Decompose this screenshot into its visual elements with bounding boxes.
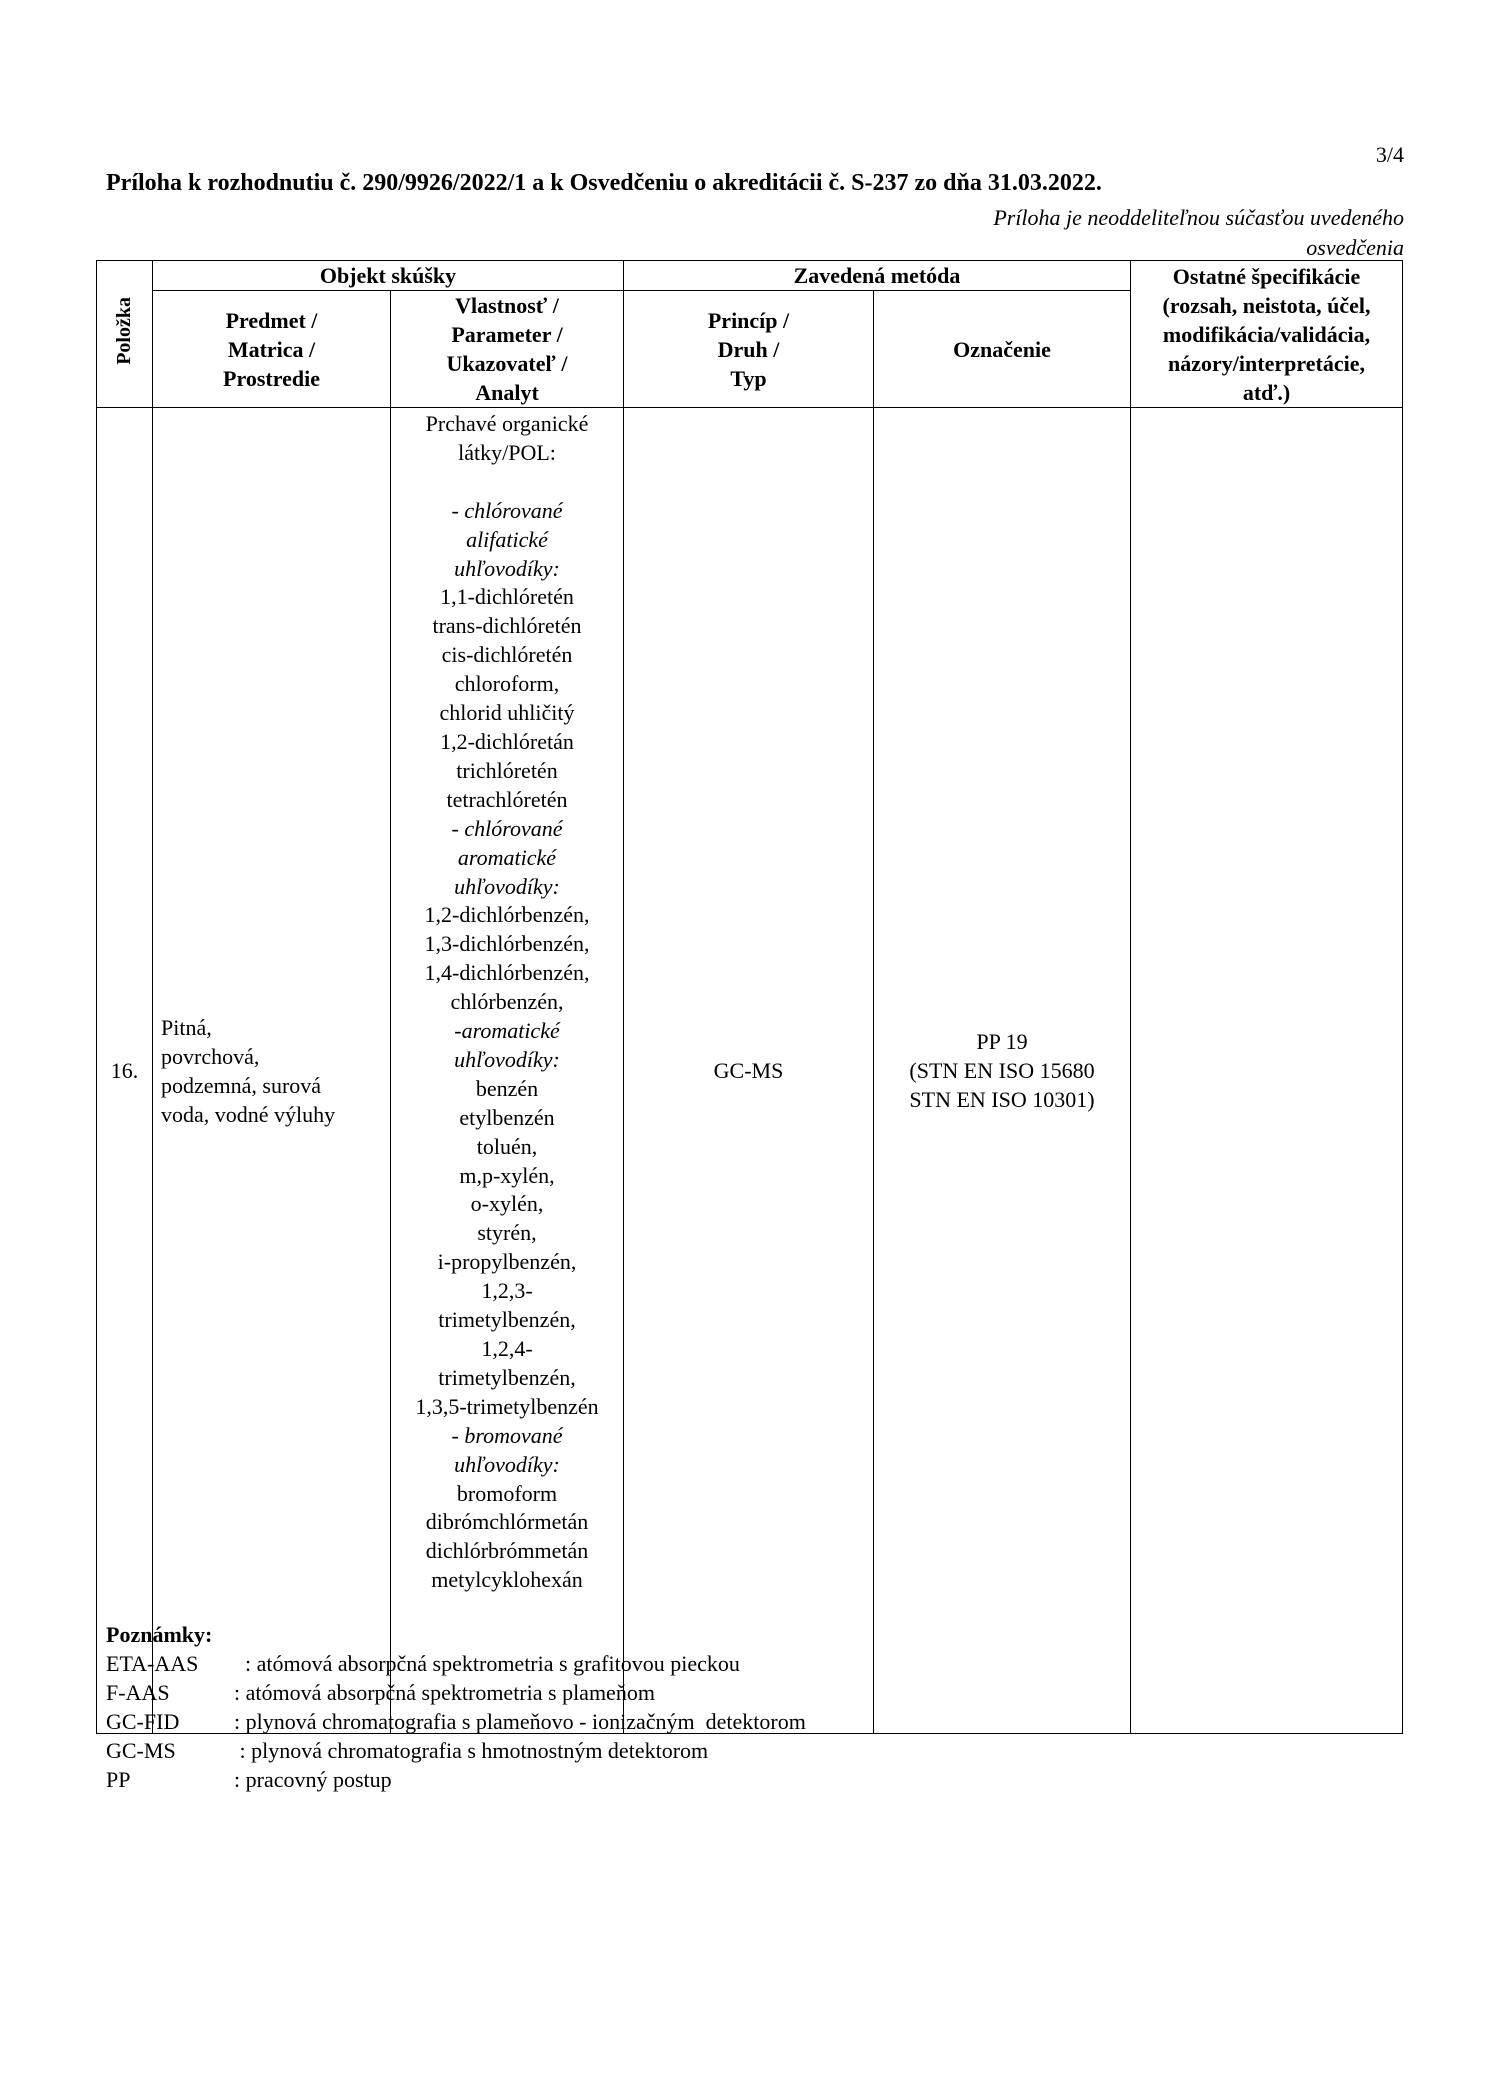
header-vlastnost-line: Vlastnosť / xyxy=(455,293,559,318)
analyte-line: trimetylbenzén, xyxy=(438,1307,576,1333)
analyte-line xyxy=(391,468,623,497)
row-matrix xyxy=(153,408,391,1734)
document-title: Príloha k rozhodnutiu č. 290/9926/2022/1 a k Osvedčeniu o akreditácii č. S-237 zo dňa 31.03.2022. xyxy=(106,170,1102,196)
analyte-line: aromatické xyxy=(457,844,557,870)
header-princip-line: Typ xyxy=(730,365,767,391)
matrix-line: voda, vodné výluhy xyxy=(161,1101,336,1127)
designation-line: STN EN ISO 10301) xyxy=(909,1087,1095,1112)
header-vlastnost-line: Ukazovateľ / xyxy=(446,351,568,376)
note-description: : pracovný postup xyxy=(234,1767,392,1792)
header-ostatne-line: atď.) xyxy=(1242,379,1291,405)
row-designation xyxy=(874,408,1131,1734)
designation-line: (STN EN ISO 15680 xyxy=(909,1058,1095,1083)
note-abbreviation: F-AAS xyxy=(106,1680,170,1705)
analyte-line: toluén, xyxy=(476,1133,538,1159)
matrix-line: povrchová, xyxy=(161,1043,260,1069)
analyte-line: látky/POL: xyxy=(458,439,556,465)
header-predmet xyxy=(153,291,391,408)
note-item xyxy=(106,1649,806,1678)
note-item xyxy=(106,1736,806,1765)
analyte-line: chloroform, xyxy=(454,671,560,697)
analyte-line: metylcyklohexán xyxy=(431,1567,583,1593)
analyte-line: cis-dichlóretén xyxy=(441,642,573,668)
note-item xyxy=(106,1765,806,1794)
header-ostatne-line: názory/interpretácie, xyxy=(1168,350,1365,376)
header-ostatne-line: (rozsah, neistota, účel, xyxy=(1162,292,1371,318)
analyte-line: - chlórované xyxy=(451,815,563,841)
header-zavedena-metoda: Zavedená metóda xyxy=(624,261,1131,291)
analyte-line: uhľovodíky: xyxy=(454,1451,560,1477)
header-predmet-line: Matrica / xyxy=(227,336,316,362)
analyte-line: trans-dichlóretén xyxy=(432,613,582,639)
header-princip-line: Druh / xyxy=(717,336,780,362)
analyte-line: styrén, xyxy=(477,1220,537,1246)
row-principle: GC-MS xyxy=(624,408,874,1734)
header-ostatne-line: Ostatné špecifikácie xyxy=(1172,263,1361,289)
accreditation-table xyxy=(96,260,1403,1734)
analyte-line: tetrachlóretén xyxy=(446,786,568,812)
matrix-line: podzemná, surová xyxy=(161,1072,322,1098)
analyte-line: o-xylén, xyxy=(470,1191,544,1217)
note-description: : atómová absorpčná spektrometria s plameňom xyxy=(234,1680,655,1705)
header-princip-line: Princíp / xyxy=(707,307,790,333)
analyte-line: - chlórované xyxy=(451,497,563,523)
analyte-line: uhľovodíky: xyxy=(454,555,560,581)
header-ostatne-specifikacie xyxy=(1131,261,1403,408)
analyte-line: 1,2,3- xyxy=(481,1278,533,1304)
analyte-line: - bromované xyxy=(451,1422,563,1448)
matrix-line: Pitná, xyxy=(161,1014,212,1040)
row-number: 16. xyxy=(97,408,153,1734)
analyte-line: i-propylbenzén, xyxy=(437,1249,577,1275)
note-abbreviation: GC-MS xyxy=(106,1738,176,1763)
analyte-line: 1,3-dichlórbenzén, xyxy=(424,931,590,957)
analyte-line: chlorid uhličitý xyxy=(439,700,575,726)
header-princip xyxy=(624,291,874,408)
note-description: : atómová absorpčná spektrometria s grafitovou pieckou xyxy=(234,1651,740,1676)
analyte-line: trichlóretén xyxy=(456,757,558,783)
row-analytes xyxy=(391,408,624,1734)
analyte-line: bromoform xyxy=(456,1480,558,1506)
analyte-line: dibrómchlórmetán xyxy=(425,1509,589,1535)
analyte-line: dichlórbrómmetán xyxy=(425,1538,589,1564)
header-predmet-line: Prostredie xyxy=(223,365,320,391)
analyte-line: alifatické xyxy=(466,526,548,552)
analyte-line: 1,2,4- xyxy=(481,1336,533,1361)
notes-list xyxy=(106,1649,806,1794)
row-other-specs xyxy=(1131,408,1403,1734)
analyte-line: etylbenzén xyxy=(459,1104,555,1130)
note-abbreviation: PP xyxy=(106,1767,131,1792)
analyte-line: benzén xyxy=(475,1075,539,1101)
analyte-line: uhľovodíky: xyxy=(454,1046,560,1072)
note-abbreviation: ETA-AAS xyxy=(106,1651,199,1676)
designation-line: PP 19 xyxy=(976,1029,1028,1054)
note-item xyxy=(106,1707,806,1736)
analyte-line: -aromatické xyxy=(454,1018,560,1044)
analyte-line: 1,3,5-trimetylbenzén xyxy=(415,1393,599,1419)
analyte-line: 1,2-dichlórbenzén, xyxy=(424,902,590,928)
header-vlastnost-line: Analyt xyxy=(475,380,539,405)
analyte-line: uhľovodíky: xyxy=(454,873,560,899)
note-description: : plynová chromatografia s plameňovo - ionizačným detektorom xyxy=(234,1709,806,1734)
header-vlastnost xyxy=(391,291,624,408)
analyte-line: Prchavé organické xyxy=(425,411,589,436)
page-number: 3/4 xyxy=(1375,142,1404,167)
header-vlastnost-line: Parameter / xyxy=(451,322,563,347)
analyte-line: trimetylbenzén, xyxy=(438,1364,576,1390)
annex-note: Príloha je neoddeliteľnou súčasťou uvedeného osvedčenia xyxy=(993,205,1404,260)
notes-section xyxy=(106,1620,806,1794)
analyte-line: 1,4-dichlórbenzén, xyxy=(424,960,590,986)
note-item xyxy=(106,1678,806,1707)
note-abbreviation: GC-FID xyxy=(106,1709,180,1734)
header-polozka: Položka xyxy=(97,261,153,408)
analyte-line: 1,1-dichlóretén xyxy=(440,584,574,610)
note-description: : plynová chromatografia s hmotnostným detektorom xyxy=(234,1738,709,1763)
header-ostatne-line: modifikácia/validácia, xyxy=(1162,321,1371,347)
analyte-line: m,p-xylén, xyxy=(459,1162,555,1188)
notes-heading: Poznámky: xyxy=(106,1622,213,1647)
header-predmet-line: Predmet / xyxy=(225,307,318,333)
analyte-line: chlórbenzén, xyxy=(450,989,564,1015)
analyte-line: 1,2-dichlóretán xyxy=(440,728,574,754)
header-objekt-skusky: Objekt skúšky xyxy=(153,261,624,291)
header-oznacenie: Označenie xyxy=(874,291,1131,408)
